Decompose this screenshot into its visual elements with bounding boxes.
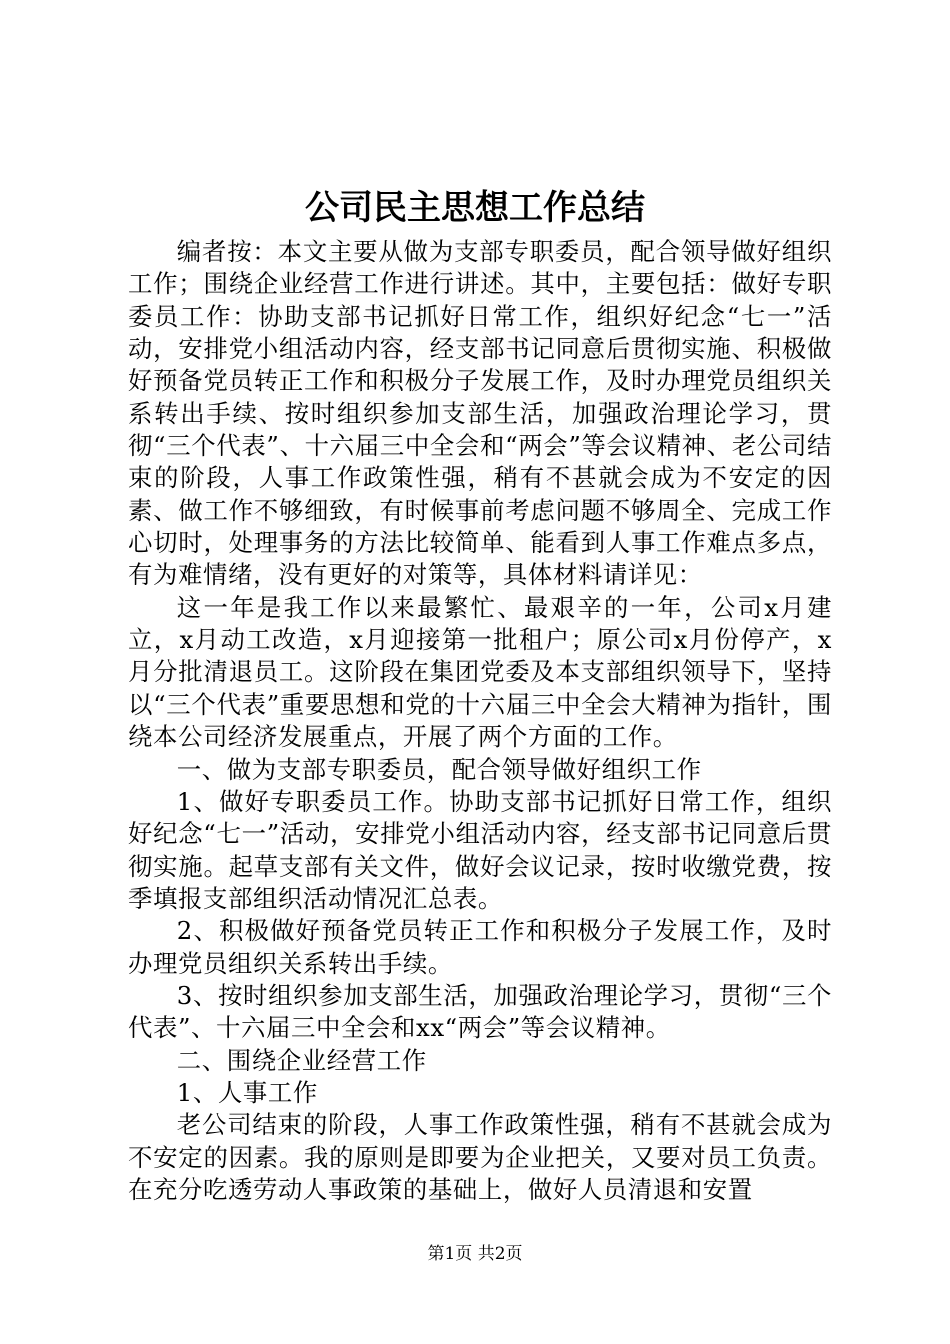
document-title: 公司民主思想工作总结: [305, 188, 645, 228]
paragraph-item-2: 2、积极做好预备党员转正工作和积极分子发展工作，及时办理党员组织关系转出手续。: [128, 916, 832, 978]
paragraph-editor-note: 编者按：本文主要从做为支部专职委员，配合领导做好组织工作；围绕企业经营工作进行讲述。其中，主要包括：做好专职委员工作：协助支部书记抓好日常工作，组织好纪念“七一”活动，安排党小组活动内容，经支部书记同意后贯彻实施、积极做好预备党员转正工作和积极分子发展工作，及时办理党员组织关系转出手续、按时组织参加支部生活，加强政治理论学习，贯彻“三个代表”、十六届三中全会和“两会”等会议精神、老公司结束的阶段，人事工作政策性强，稍有不甚就会成为不安定的因素、做工作不够细致，有时候事前考虑问题不够周全、完成工作心切时，处理事务的方法比较简单、能看到人事工作难点多点，有为难情绪，没有更好的对策等，具体材料请详见：: [128, 237, 832, 590]
section-heading-1: 一、做为支部专职委员，配合领导做好组织工作: [176, 754, 702, 784]
paragraph-intro: 这一年是我工作以来最繁忙、最艰辛的一年，公司x月建立，x月动工改造，x月迎接第一批租户；原公司x月份停产，x月分批清退员工。这阶段在集团党委及本支部组织领导下，坚持以“三个代表”重要思想和党的十六届三中全会大精神为指针，围绕本公司经济发展重点，开展了两个方面的工作。: [128, 592, 832, 752]
section-heading-2: 二、围绕企业经营工作: [176, 1045, 427, 1075]
document-body: [128, 236, 832, 1206]
paragraph-item-1: 1、做好专职委员工作。协助支部书记抓好日常工作，组织好纪念“七一”活动，安排党小组活动内容，经支部书记同意后贯彻实施。起草支部有关文件，做好会议记录，按时收缴党费，按季填报支部组织活动情况汇总表。: [128, 786, 832, 913]
page-footer: 第1页 共2页: [427, 1244, 523, 1264]
paragraph-item-3: 3、按时组织参加支部生活，加强政治理论学习，贯彻“三个代表”、十六届三中全会和xx“两会”等会议精神。: [128, 980, 832, 1043]
subsection-heading-hr: 1、人事工作: [176, 1077, 318, 1107]
paragraph-hr-work: 老公司结束的阶段，人事工作政策性强，稍有不甚就会成为不安定的因素。我的原则是即要为企业把关，又要对员工负责。在充分吃透劳动人事政策的基础上，做好人员清退和安置: [128, 1110, 832, 1204]
